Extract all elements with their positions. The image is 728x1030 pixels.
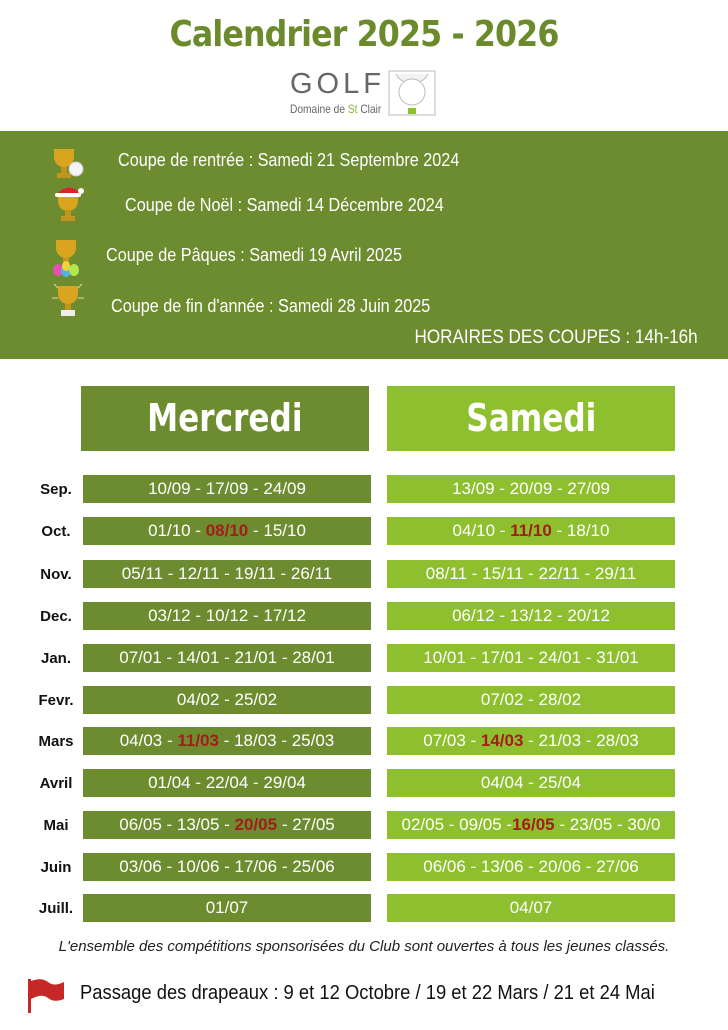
date-text: - 21/03 - 28/03 (523, 731, 639, 750)
date-text: - 23/05 - 30/0 (554, 815, 661, 834)
date-text: - 27/05 (277, 815, 335, 834)
date-text: 05/11 - 12/11 - 19/11 - 26/11 (121, 564, 333, 583)
cup-item: Coupe de Pâques : Samedi 19 Avril 2025 (106, 245, 403, 265)
cup-date-highlight: 16/05 (512, 815, 555, 834)
mercredi-dates (83, 853, 371, 881)
month-label: Jan. (40, 650, 71, 667)
mercredi-dates (83, 894, 371, 922)
logo-subtitle: Domaine de St Clair (290, 102, 382, 116)
date-text: 10/01 - 17/01 - 24/01 - 31/01 (423, 648, 639, 667)
month-label: Mai (43, 817, 69, 834)
date-text: 01/10 - (148, 521, 206, 540)
flag-passage-text: Passage des drapeaux : 9 et 12 Octobre / 19 et 22 Mars / 21 et 24 Mai (80, 982, 655, 1004)
month-label: Juin (40, 859, 72, 876)
mercredi-dates (83, 644, 371, 672)
month-label: Mars (38, 733, 74, 750)
samedi-dates (387, 517, 675, 545)
samedi-dates (387, 894, 675, 922)
date-text: - 15/10 (248, 521, 306, 540)
month-label: Fevr. (38, 692, 74, 709)
date-text: 08/11 - 15/11 - 22/11 - 29/11 (425, 564, 637, 583)
month-label: Nov. (40, 566, 72, 583)
samedi-dates (387, 644, 675, 672)
red-flag-icon (26, 977, 66, 1015)
date-text: 07/01 - 14/01 - 21/01 - 28/01 (119, 648, 335, 667)
date-text: - 18/03 - 25/03 (218, 731, 335, 750)
samedi-dates (387, 769, 675, 797)
golf-ball-tee-icon (388, 70, 436, 116)
samedi-dates (387, 811, 675, 839)
mercredi-dates (83, 811, 371, 839)
date-text: 01/04 - 22/04 - 29/04 (148, 773, 306, 792)
header-mercredi: Mercredi (81, 386, 369, 451)
cup-date-highlight: 14/03 (480, 731, 524, 750)
header-samedi: Samedi (387, 386, 675, 451)
cup-date-highlight: 20/05 (234, 815, 278, 834)
trophy-santa-hat-icon (52, 183, 88, 225)
date-text: 03/06 - 10/06 - 17/06 - 25/06 (119, 857, 335, 876)
date-text: 04/03 - (119, 731, 178, 750)
month-label: Dec. (40, 608, 72, 625)
cup-item: Coupe de fin d'année : Samedi 28 Juin 2025 (111, 296, 431, 316)
trophy-golfball-icon (48, 145, 84, 187)
date-text: - 18/10 (551, 521, 610, 540)
samedi-dates (387, 475, 675, 503)
date-text: 10/09 - 17/09 - 24/09 (148, 479, 306, 498)
mercredi-dates (83, 560, 371, 588)
date-text: 13/09 - 20/09 - 27/09 (452, 479, 610, 498)
date-text: 06/06 - 13/06 - 20/06 - 27/06 (423, 857, 639, 876)
date-text: 04/04 - 25/04 (480, 773, 582, 792)
trophy-fireworks-icon (50, 280, 86, 322)
horaires-text: HORAIRES DES COUPES : 14h-16h (414, 327, 698, 348)
samedi-dates (387, 602, 675, 630)
cup-date-highlight: 08/10 (205, 521, 249, 540)
samedi-dates (387, 727, 675, 755)
cup-date-highlight: 11/10 (510, 521, 552, 540)
mercredi-dates (83, 517, 371, 545)
date-text: 07/03 - (423, 731, 481, 750)
cup-item: Coupe de Noël : Samedi 14 Décembre 2024 (125, 195, 444, 215)
mercredi-dates (83, 727, 371, 755)
date-text: 04/10 - (452, 521, 511, 540)
logo-word: GOLF (290, 68, 385, 100)
month-label: Avril (39, 775, 73, 792)
date-text: 07/02 - 28/02 (480, 690, 582, 709)
date-text: 06/05 - 13/05 - (119, 815, 235, 834)
date-text: 02/05 - 09/05 - (401, 815, 513, 834)
date-text: 04/02 - 25/02 (176, 690, 278, 709)
samedi-dates (387, 560, 675, 588)
month-label: Sep. (40, 481, 72, 498)
trophy-easter-eggs-icon (48, 238, 84, 280)
month-label: Juill. (38, 900, 74, 917)
samedi-dates (387, 686, 675, 714)
mercredi-dates (83, 769, 371, 797)
cup-date-highlight: 11/03 (177, 731, 219, 750)
mercredi-dates (83, 475, 371, 503)
date-text: 04/07 (509, 898, 553, 917)
page-title: Calendrier 2025 - 2026 (169, 14, 559, 55)
footnote: L'ensemble des compétitions sponsorisées du Club sont ouvertes à tous les jeunes classés. (58, 938, 670, 955)
month-label: Oct. (41, 523, 71, 540)
date-text: 03/12 - 10/12 - 17/12 (148, 606, 306, 625)
date-text: 06/12 - 13/12 - 20/12 (452, 606, 610, 625)
cup-item: Coupe de rentrée : Samedi 21 Septembre 2024 (118, 150, 460, 170)
date-text: 01/07 (205, 898, 249, 917)
mercredi-dates (83, 686, 371, 714)
golf-logo (286, 68, 438, 120)
samedi-dates (387, 853, 675, 881)
mercredi-dates (83, 602, 371, 630)
